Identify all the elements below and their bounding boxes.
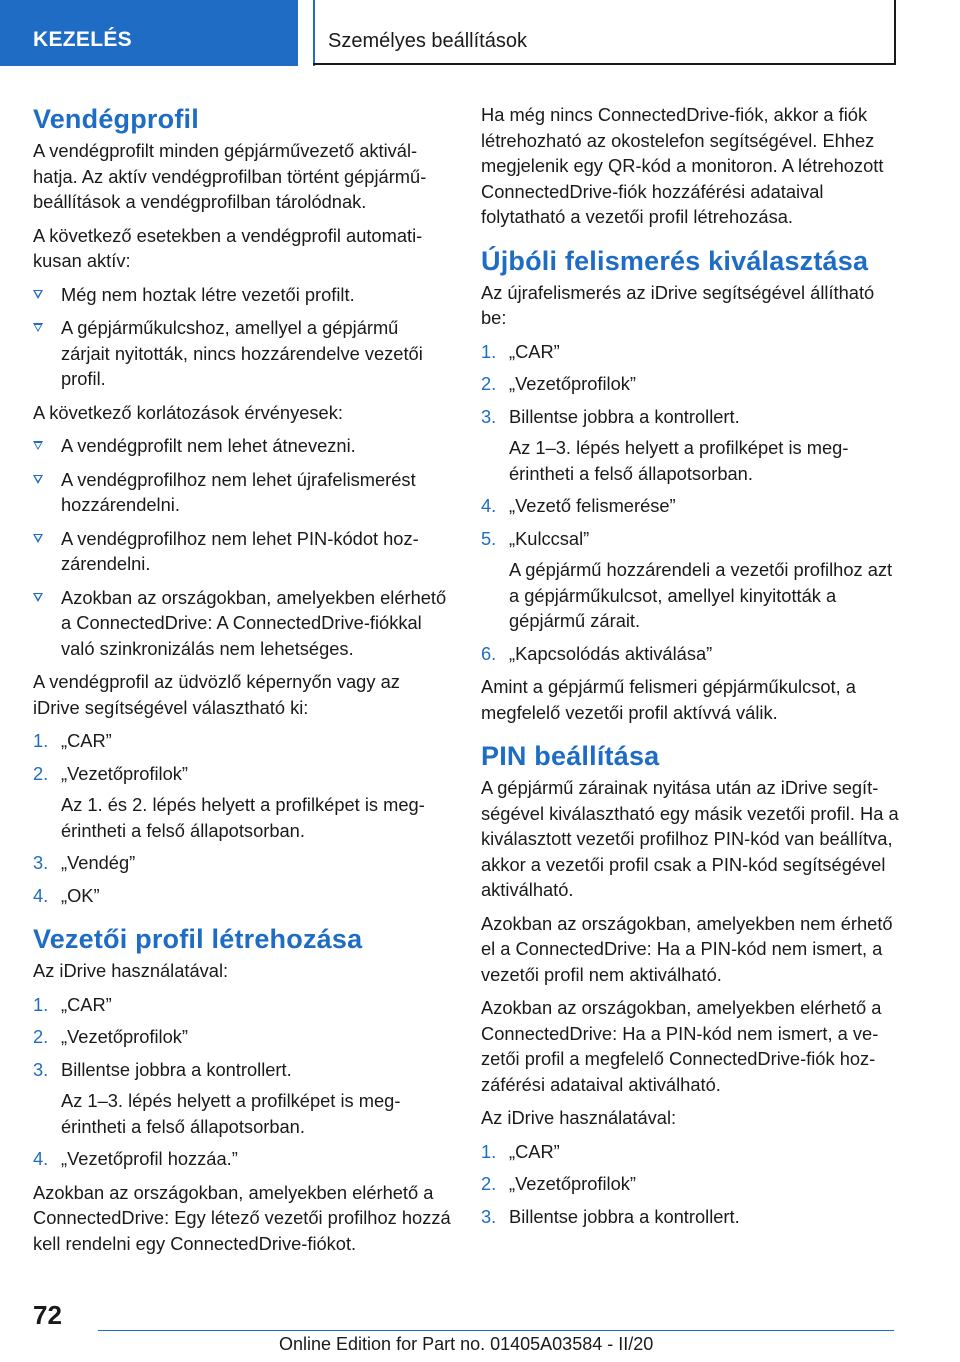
step-text: Billentse jobbra a kontrollert. — [509, 1205, 740, 1227]
list-item-text: A vendégprofilt nem lehet átnevezni. — [61, 435, 356, 456]
step-number: 1. — [481, 1140, 497, 1162]
step-item — [481, 1139, 899, 1165]
guest-cases-list — [33, 282, 451, 392]
step-text: Billentse jobbra a kontrollert. — [61, 1058, 292, 1080]
paragraph: Az újrafelismerés az iDrive segítségével állítható be: — [481, 281, 875, 328]
step-item — [481, 404, 899, 487]
edition-note: Online Edition for Part no. 01405A03584 - II/20 — [279, 1334, 654, 1354]
step-text: „Vezető felismerése” — [509, 495, 676, 516]
right-column — [481, 102, 899, 1237]
step-item — [481, 493, 899, 519]
paragraph: Azokban az országokban, amelyekben elérhető a ConnectedDrive: Egy létező vezetői profilhoz hozzá kell rendelni egy ConnectedDrive-fiókot. — [33, 1181, 451, 1254]
step-note: Az 1. és 2. lépés helyett a profilképet is megérintheti a felső állapotsorban. — [61, 794, 425, 841]
paragraph: Az iDrive használatával: — [481, 1107, 677, 1128]
create-steps-list — [33, 992, 451, 1172]
step-note: Az 1–3. lépés helyett a profilképet is megérintheti a felső állapotsorban. — [61, 1090, 401, 1137]
step-item — [33, 992, 451, 1018]
paragraph: A gépjármű zárainak nyitása után az iDrive segítségével kiválasztható egy másik vezetői profil. Ha a kiválasztott vezetői profilhoz PIN-kód van beállítva, akkor a vezetői profil csak a PIN-kód segítségével aktiválható. — [481, 777, 899, 900]
step-note: Az 1–3. lépés helyett a profilképet is megérintheti a felső állapotsorban. — [509, 437, 849, 484]
step-number: 1. — [33, 993, 49, 1015]
paragraph: A következő korlátozások érvényesek: — [33, 401, 343, 423]
heading-recognition: Újbóli felismerés kiválasztása — [481, 245, 869, 276]
list-item — [33, 433, 451, 459]
step-item — [481, 371, 899, 397]
step-item — [33, 1146, 451, 1172]
paragraph: A vendégprofilt minden gépjárművezető aktiválhatja. Az aktív vendégprofilban történt gépjárműbeállítások a vendégprofilban tárolódnak. — [33, 140, 427, 212]
triangle-bullet-icon — [33, 290, 43, 299]
paragraph: Amint a gépjármű felismeri gépjárműkulcsot, a megfelelő vezetői profil aktívvá válik. — [481, 676, 856, 723]
step-item — [481, 1204, 899, 1230]
step-number: 2. — [33, 1026, 49, 1047]
paragraph: A következő esetekben a vendégprofil automatikusan aktív: — [33, 224, 423, 271]
step-text: „CAR” — [509, 340, 560, 362]
list-item-text: A gépjárműkulcshoz, amellyel a gépjármű zárjait nyitották, nincs hozzárendelve vezetői profil. — [61, 317, 423, 389]
section-tab — [0, 0, 298, 66]
step-number: 6. — [481, 642, 497, 664]
step-item — [33, 850, 451, 876]
header-rule-end — [894, 0, 896, 65]
list-item — [33, 526, 451, 577]
triangle-bullet-icon — [33, 323, 43, 332]
list-item-text: A vendégprofilhoz nem lehet PIN-kódot hozzárendelni. — [61, 527, 419, 574]
paragraph: A vendégprofil az üdvözlő képernyőn vagy az iDrive segítségével választható ki: — [33, 671, 400, 718]
step-number: 3. — [481, 405, 497, 427]
step-text: „Vezetőprofil hozzáa.” — [61, 1148, 238, 1169]
step-note: A gépjármű hozzárendeli a vezetői profilhoz azt a gépjárműkulcsot, amellyel kinyitották a gépjármű zárait. — [509, 559, 893, 631]
step-number: 3. — [33, 1058, 49, 1080]
section-label: KEZELÉS — [33, 28, 132, 51]
left-column — [33, 102, 451, 1264]
step-text: „CAR” — [61, 993, 112, 1015]
step-number: 5. — [481, 527, 497, 549]
paragraph: Azokban az országokban, amelyekben nem érhető el a ConnectedDrive: Ha a PIN-kód nem ismert, a vezetői profil nem aktiválható. — [481, 912, 893, 985]
list-item — [33, 467, 451, 518]
guest-limits-list — [33, 433, 451, 661]
step-text: „CAR” — [509, 1140, 560, 1162]
list-item — [33, 585, 451, 662]
step-number: 2. — [33, 762, 49, 784]
triangle-bullet-icon — [33, 441, 43, 450]
step-text: „CAR” — [61, 730, 112, 751]
recognition-steps-list — [481, 339, 899, 667]
step-text: „Vezetőprofilok” — [509, 1173, 637, 1194]
list-item-text: Még nem hoztak létre vezetői profilt. — [61, 283, 355, 305]
header-divider — [313, 0, 315, 66]
list-item-text: Azokban az országokban, amelyekben elérhető a ConnectedDrive: A ConnectedDrive-fiókkal való szinkronizálás nem lehetséges. — [61, 586, 447, 659]
step-number: 2. — [481, 373, 497, 394]
footer-rule — [98, 1330, 894, 1331]
heading-guest-profile: Vendégprofil — [33, 104, 199, 134]
list-item — [33, 315, 451, 392]
step-number: 1. — [481, 340, 497, 362]
step-item — [481, 526, 899, 634]
triangle-bullet-icon — [33, 475, 43, 484]
heading-create-profile: Vezetői profil létrehozása — [33, 924, 363, 954]
list-item-text: A vendégprofilhoz nem lehet újrafelismerést hozzárendelni. — [61, 468, 416, 515]
step-item — [481, 339, 899, 365]
step-number: 3. — [33, 852, 49, 873]
step-item — [33, 1057, 451, 1140]
step-item — [33, 761, 451, 844]
pin-steps-list — [481, 1139, 899, 1230]
step-item — [481, 641, 899, 667]
paragraph: Azokban az országokban, amelyekben elérhető a ConnectedDrive: Ha a PIN-kód nem ismert, a vezetői profil a megfelelő ConnectedDrive-fiók hozzáférési adataival aktiválható. — [481, 997, 882, 1095]
step-text: „Vezetőprofilok” — [61, 1026, 189, 1047]
step-number: 1. — [33, 730, 49, 751]
step-number: 4. — [33, 1148, 49, 1169]
heading-pin: PIN beállítása — [481, 741, 660, 771]
step-number: 2. — [481, 1173, 497, 1194]
triangle-bullet-icon — [33, 593, 43, 602]
step-text: „Vezetőprofilok” — [509, 373, 637, 394]
step-item — [33, 728, 451, 754]
page-header — [0, 0, 960, 66]
paragraph: Az iDrive használatával: — [33, 960, 229, 981]
step-text: „Kapcsolódás aktiválása” — [509, 642, 713, 664]
step-item — [33, 883, 451, 909]
step-text: „Kulccsal” — [509, 527, 590, 549]
step-text: „OK” — [61, 884, 100, 906]
step-text: „Vezetőprofilok” — [61, 762, 189, 784]
guest-steps-list — [33, 728, 451, 908]
step-number: 4. — [33, 884, 49, 906]
step-text: Billentse jobbra a kontrollert. — [509, 405, 740, 427]
step-item — [481, 1171, 899, 1197]
paragraph: Ha még nincs ConnectedDrive-fiók, akkor a fiók létrehozható az okostelefon segítségével. Ehhez megjelenik egy QR-kód a monitoron. A létrehozott ConnectedDrive-fiók hozzáférési adataival folytatható a vezetői profil létrehozása. — [481, 104, 884, 227]
step-number: 3. — [481, 1205, 497, 1227]
page-number: 72 — [33, 1300, 62, 1330]
list-item — [33, 282, 451, 308]
triangle-bullet-icon — [33, 534, 43, 543]
chapter-title: Személyes beállítások — [328, 30, 527, 52]
step-text: „Vendég” — [61, 852, 136, 873]
step-item — [33, 1024, 451, 1050]
step-number: 4. — [481, 495, 497, 516]
header-rule — [313, 63, 896, 65]
